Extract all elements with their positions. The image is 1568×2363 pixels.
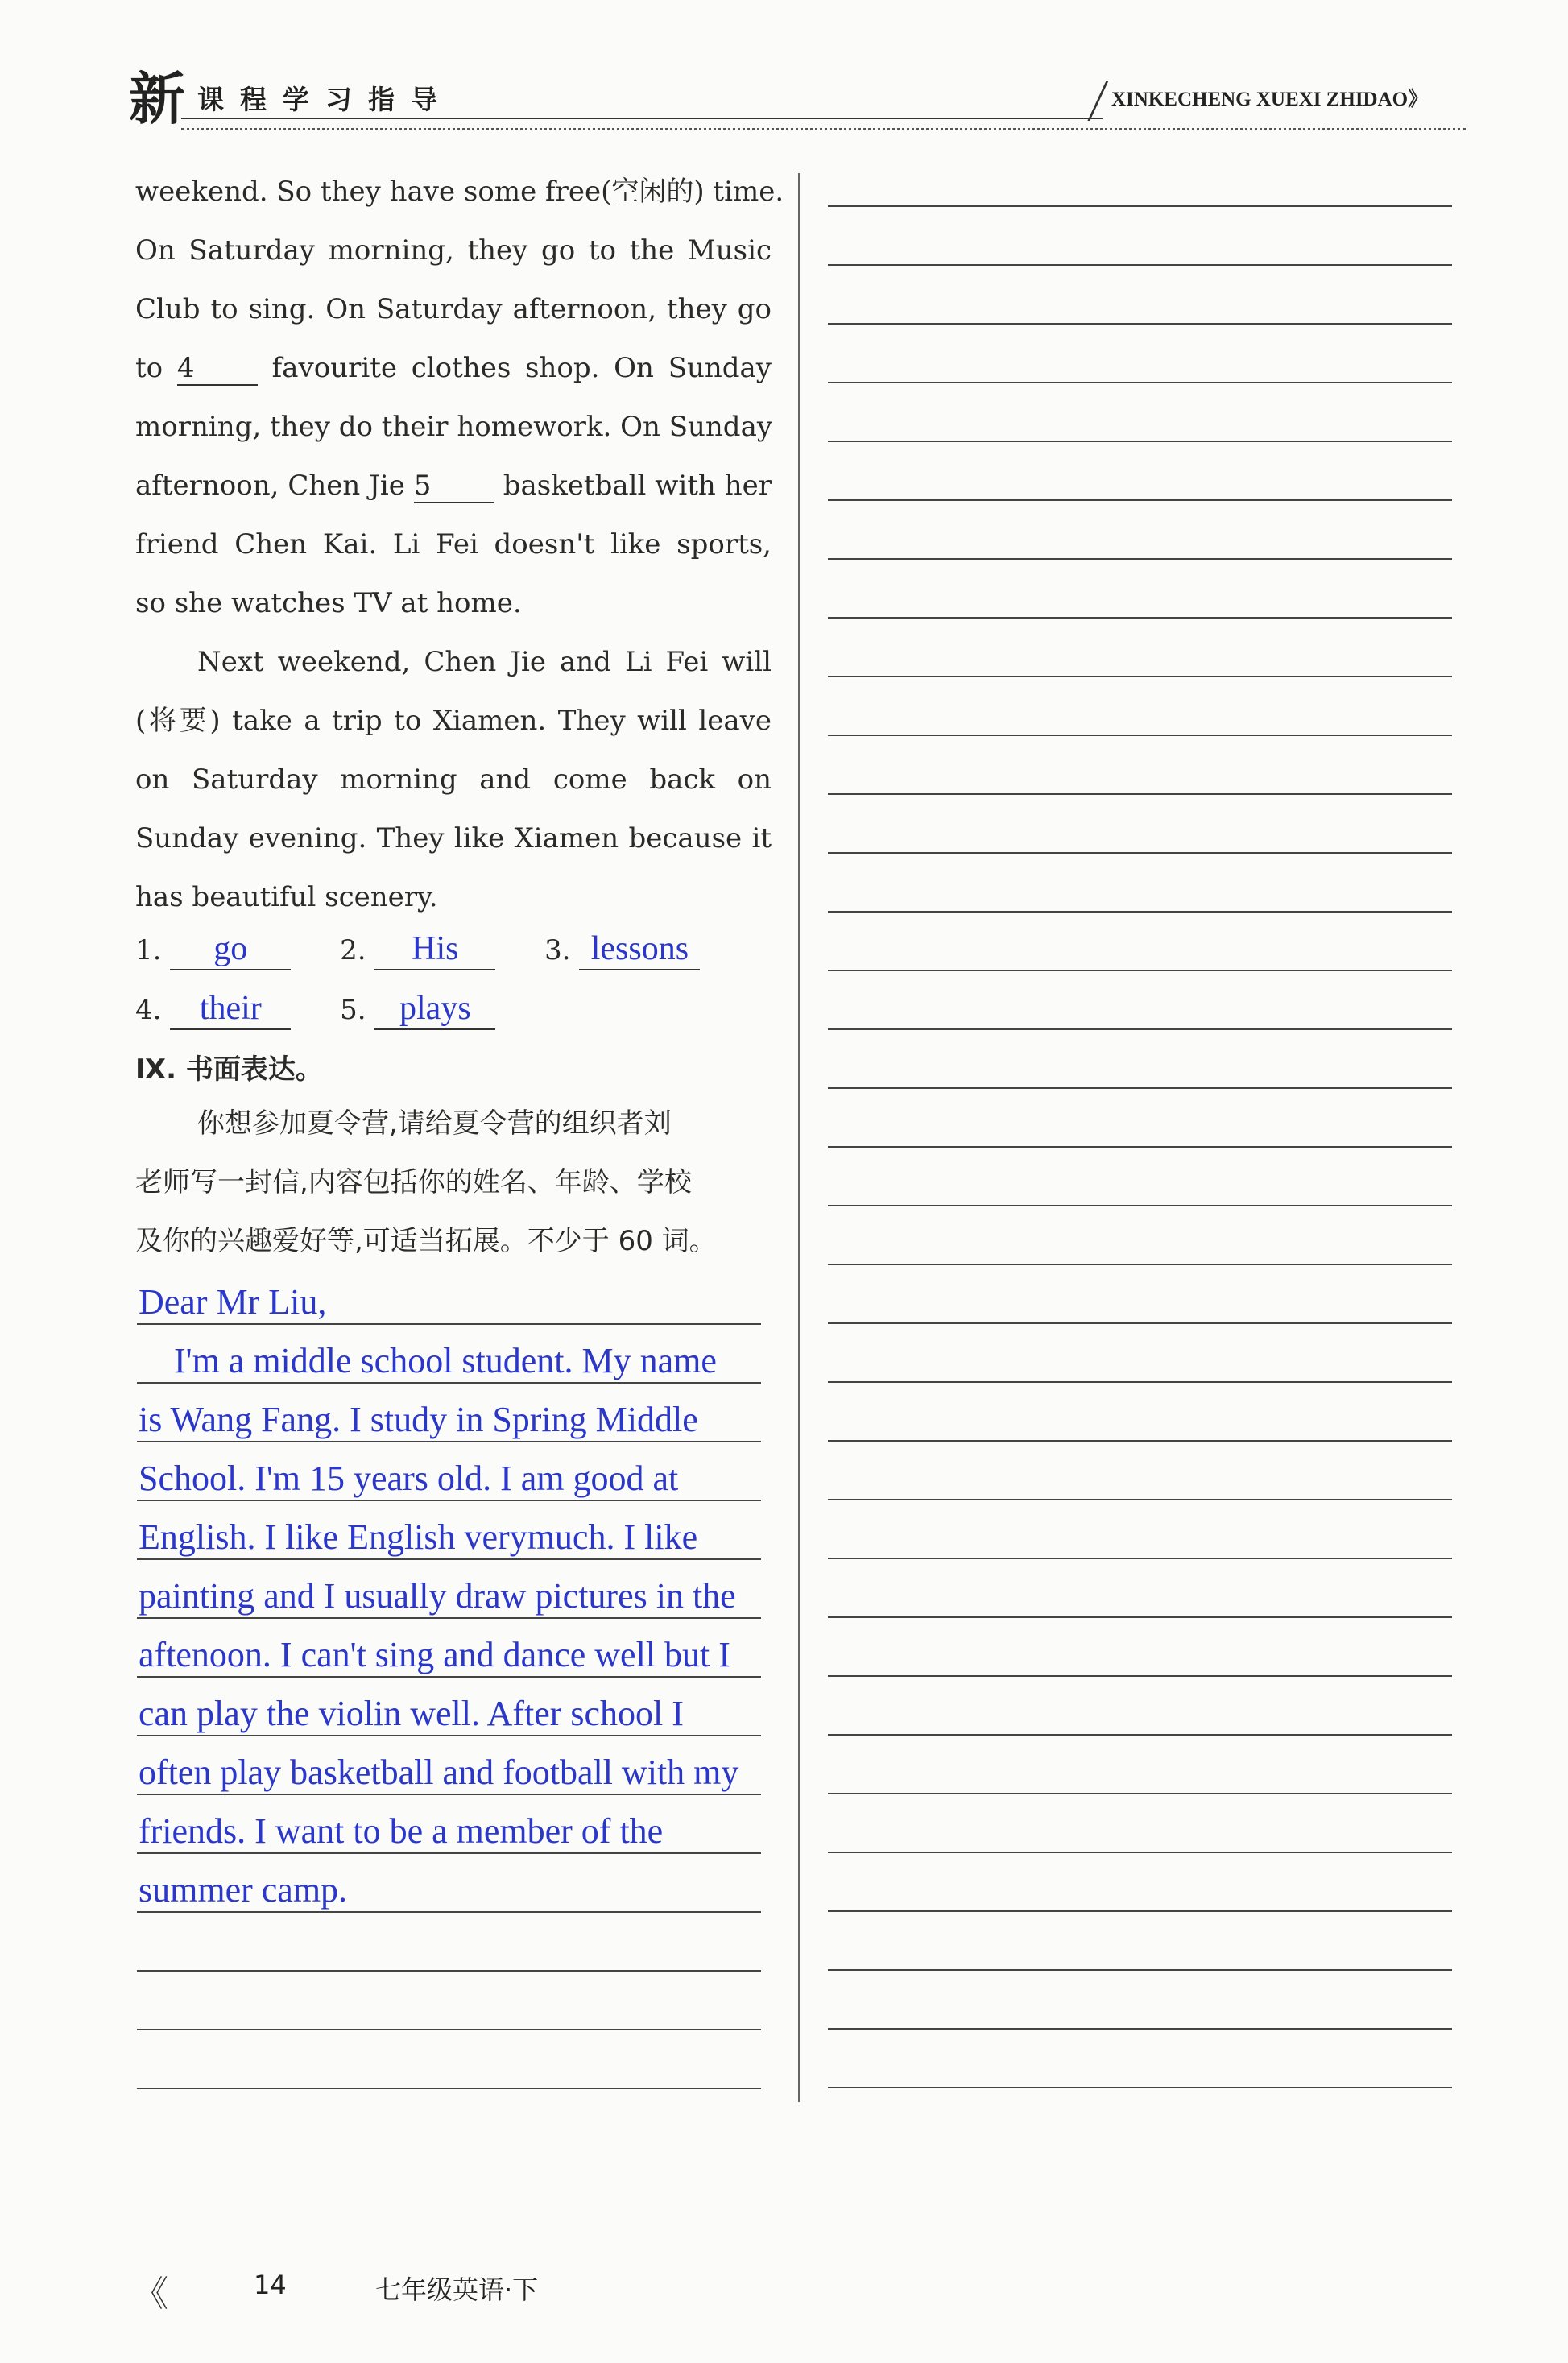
writing-line xyxy=(828,617,1452,619)
writing-line xyxy=(828,1028,1452,1030)
writing-line xyxy=(137,1441,761,1442)
writing-line xyxy=(137,2088,761,2089)
passage-line: friend Chen Kai. Li Fei doesn't like sports, xyxy=(135,528,772,561)
writing-line xyxy=(828,1499,1452,1500)
answer-1: go xyxy=(170,929,291,970)
writing-line xyxy=(828,1087,1452,1089)
writing-line xyxy=(828,1969,1452,1971)
writing-line xyxy=(828,264,1452,266)
writing-line xyxy=(828,1852,1452,1853)
passage-line: on Saturday morning and come back on xyxy=(135,764,772,796)
writing-line xyxy=(828,1381,1452,1383)
passage-blank: 4 xyxy=(177,352,258,386)
passage-line: morning, they do their homework. On Sunday xyxy=(135,411,773,443)
header-series-name: XINKECHENG XUEXI ZHIDAO》 xyxy=(1111,89,1429,110)
header-logo: 新 xyxy=(129,65,185,132)
answer-4: their xyxy=(170,988,291,1030)
writing-line xyxy=(828,1322,1452,1324)
instruction-line: 你想参加夏令营,请给夏令营的组织者刘 xyxy=(197,1107,672,1140)
passage-line: afternoon, Chen Jie 5 basketball with her xyxy=(135,470,772,502)
header-title: 课程学习指导 xyxy=(197,84,453,115)
writing-line xyxy=(828,1675,1452,1677)
writing-line xyxy=(137,1970,761,1972)
writing-line xyxy=(828,2087,1452,2088)
writing-line xyxy=(828,323,1452,325)
passage-line: Sunday evening. They like Xiamen because it xyxy=(135,822,772,855)
answer-2: His xyxy=(374,929,495,970)
essay-line: is Wang Fang. I study in Spring Middle xyxy=(139,1400,698,1439)
essay-line: School. I'm 15 years old. I am good at xyxy=(139,1459,679,1498)
essay-line: English. I like English verymuch. I like xyxy=(139,1517,698,1557)
writing-line xyxy=(828,499,1452,501)
essay-line: often play basketball and football with my xyxy=(139,1753,739,1792)
passage-line: to 4 favourite clothes shop. On Sunday xyxy=(135,352,772,384)
header-dotted-rule xyxy=(181,128,1466,130)
essay-line: friends. I want to be a member of the xyxy=(139,1811,664,1851)
writing-line xyxy=(137,1558,761,1560)
instruction-line: 老师写一封信,内容包括你的姓名、年龄、学校 xyxy=(135,1166,692,1198)
writing-line xyxy=(828,441,1452,442)
essay-line: can play the violin well. After school I xyxy=(139,1694,684,1733)
writing-line xyxy=(137,1676,761,1678)
writing-line xyxy=(137,2029,761,2030)
passage-line: weekend. So they have some free(空闲的) time. xyxy=(135,176,784,208)
writing-line xyxy=(137,1852,761,1854)
answer-row: 1. go 2. His 3. lessons xyxy=(135,926,740,975)
writing-line xyxy=(137,1794,761,1795)
writing-line xyxy=(828,558,1452,560)
essay-line: aftenoon. I can't sing and dance well but I xyxy=(139,1635,730,1674)
writing-line xyxy=(828,1734,1452,1736)
footer-arrow-icon: 《 xyxy=(133,2274,168,2315)
writing-line xyxy=(828,1616,1452,1618)
passage-line: so she watches TV at home. xyxy=(135,587,522,619)
writing-line xyxy=(828,382,1452,383)
writing-line xyxy=(137,1500,761,1501)
answer-5: plays xyxy=(374,988,495,1030)
header-rule xyxy=(181,118,1103,119)
writing-line xyxy=(828,1910,1452,1912)
essay-line: I'm a middle school student. My name xyxy=(139,1341,717,1380)
writing-line xyxy=(828,911,1452,913)
writing-line xyxy=(137,1323,761,1325)
writing-line xyxy=(828,793,1452,795)
section-title: Ⅸ. 书面表达。 xyxy=(135,1053,323,1086)
writing-line xyxy=(828,1558,1452,1559)
header-slash xyxy=(1087,81,1108,121)
writing-line xyxy=(137,1911,761,1913)
book-title: 七年级英语·下 xyxy=(375,2274,539,2305)
writing-line xyxy=(137,1735,761,1736)
passage-line: Next weekend, Chen Jie and Li Fei will xyxy=(197,646,772,678)
writing-line xyxy=(828,852,1452,854)
writing-line xyxy=(137,1617,761,1619)
writing-line xyxy=(828,205,1452,207)
page-number: 14 xyxy=(254,2270,287,2300)
answer-row: 4. their 5. plays xyxy=(135,986,536,1034)
passage-line: (将要) take a trip to Xiamen. They will leave xyxy=(135,705,772,737)
passage-line: Club to sing. On Saturday afternoon, they go xyxy=(135,293,772,325)
passage-blank: 5 xyxy=(414,470,494,503)
writing-line xyxy=(828,1440,1452,1442)
passage-line: has beautiful scenery. xyxy=(135,881,438,913)
writing-line xyxy=(828,676,1452,677)
passage-line: On Saturday morning, they go to the Music xyxy=(135,234,772,267)
essay-line: Dear Mr Liu, xyxy=(139,1282,327,1322)
writing-line xyxy=(137,1382,761,1384)
essay-line: summer camp. xyxy=(139,1870,348,1910)
writing-line xyxy=(828,970,1452,971)
writing-line xyxy=(828,2028,1452,2030)
answer-3: lessons xyxy=(579,929,700,970)
writing-line xyxy=(828,735,1452,736)
writing-line xyxy=(828,1793,1452,1794)
header-arrows-icon: 》 xyxy=(1408,89,1429,110)
essay-line: painting and I usually draw pictures in the xyxy=(139,1576,736,1616)
instruction-line: 及你的兴趣爱好等,可适当拓展。不少于 60 词。 xyxy=(135,1225,717,1257)
writing-line xyxy=(828,1146,1452,1148)
writing-line xyxy=(828,1205,1452,1206)
writing-line xyxy=(828,1264,1452,1265)
